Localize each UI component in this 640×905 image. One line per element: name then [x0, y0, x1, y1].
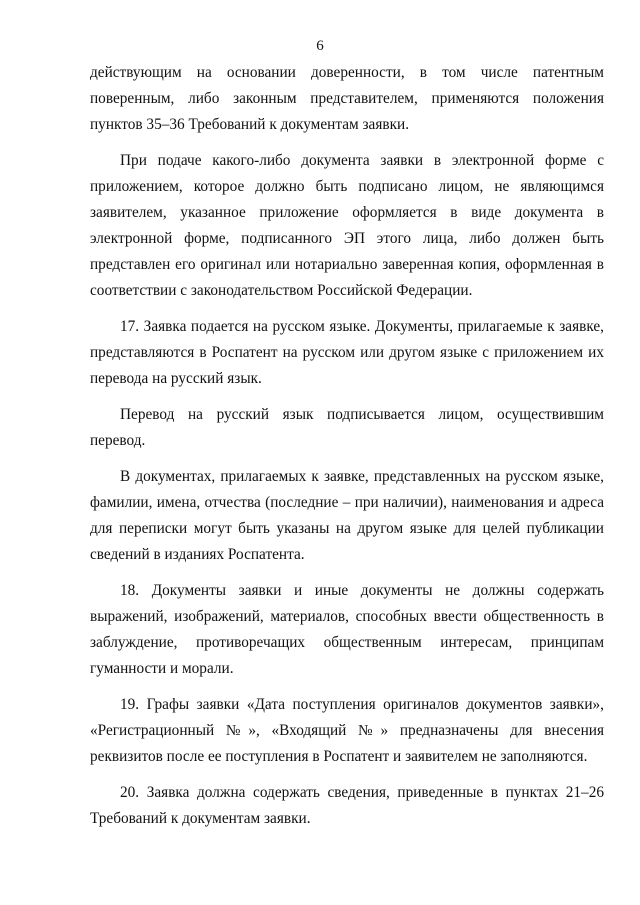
- paragraph-continuation: действующим на основании доверенности, в том числе патентным поверенным, либо законным представителем, применяются положения пунктов 35–36 Требований к документам заявки.: [90, 64, 604, 133]
- paragraph-names-addresses: В документах, прилагаемых к заявке, представленных на русском языке, фамилии, имена, отчества (последние – при наличии), наименования и адреса для переписки могут быть указаны на другом языке для целей публикации сведений в изданиях Роспатента.: [90, 468, 604, 563]
- paragraph-item-20: 20. Заявка должна содержать сведения, приведенные в пунктах 21–26 Требований к документам заявки.: [90, 784, 604, 827]
- document-body: [90, 60, 604, 832]
- paragraph-item-17: 17. Заявка подается на русском языке. Документы, прилагаемые к заявке, представляются в Роспатент на русском или другом языке с приложением их перевода на русский язык.: [90, 318, 604, 387]
- paragraph-attachment-signature: При подаче какого-либо документа заявки в электронной форме с приложением, которое должно быть подписано лицом, не являющимся заявителем, указанное приложение оформляется в виде документа в электронной форме, подписанного ЭП этого лица, либо должен быть представлен его оригинал или нотариально заверенная копия, оформленная в соответствии с законодательством Российской Федерации.: [90, 152, 604, 299]
- paragraph-item-19: 19. Графы заявки «Дата поступления оригиналов документов заявки», «Регистрационный №», «Входящий №» предназначены для внесения реквизитов после ее поступления в Роспатент и заявителем не заполняются.: [90, 696, 604, 765]
- paragraph-translation: Перевод на русский язык подписывается лицом, осуществившим перевод.: [90, 406, 604, 449]
- paragraph-item-18: 18. Документы заявки и иные документы не должны содержать выражений, изображений, материалов, способных ввести общественность в заблуждение, противоречащих общественным интересам, принципам гуманности и морали.: [90, 582, 604, 677]
- page-number: 6: [316, 38, 324, 54]
